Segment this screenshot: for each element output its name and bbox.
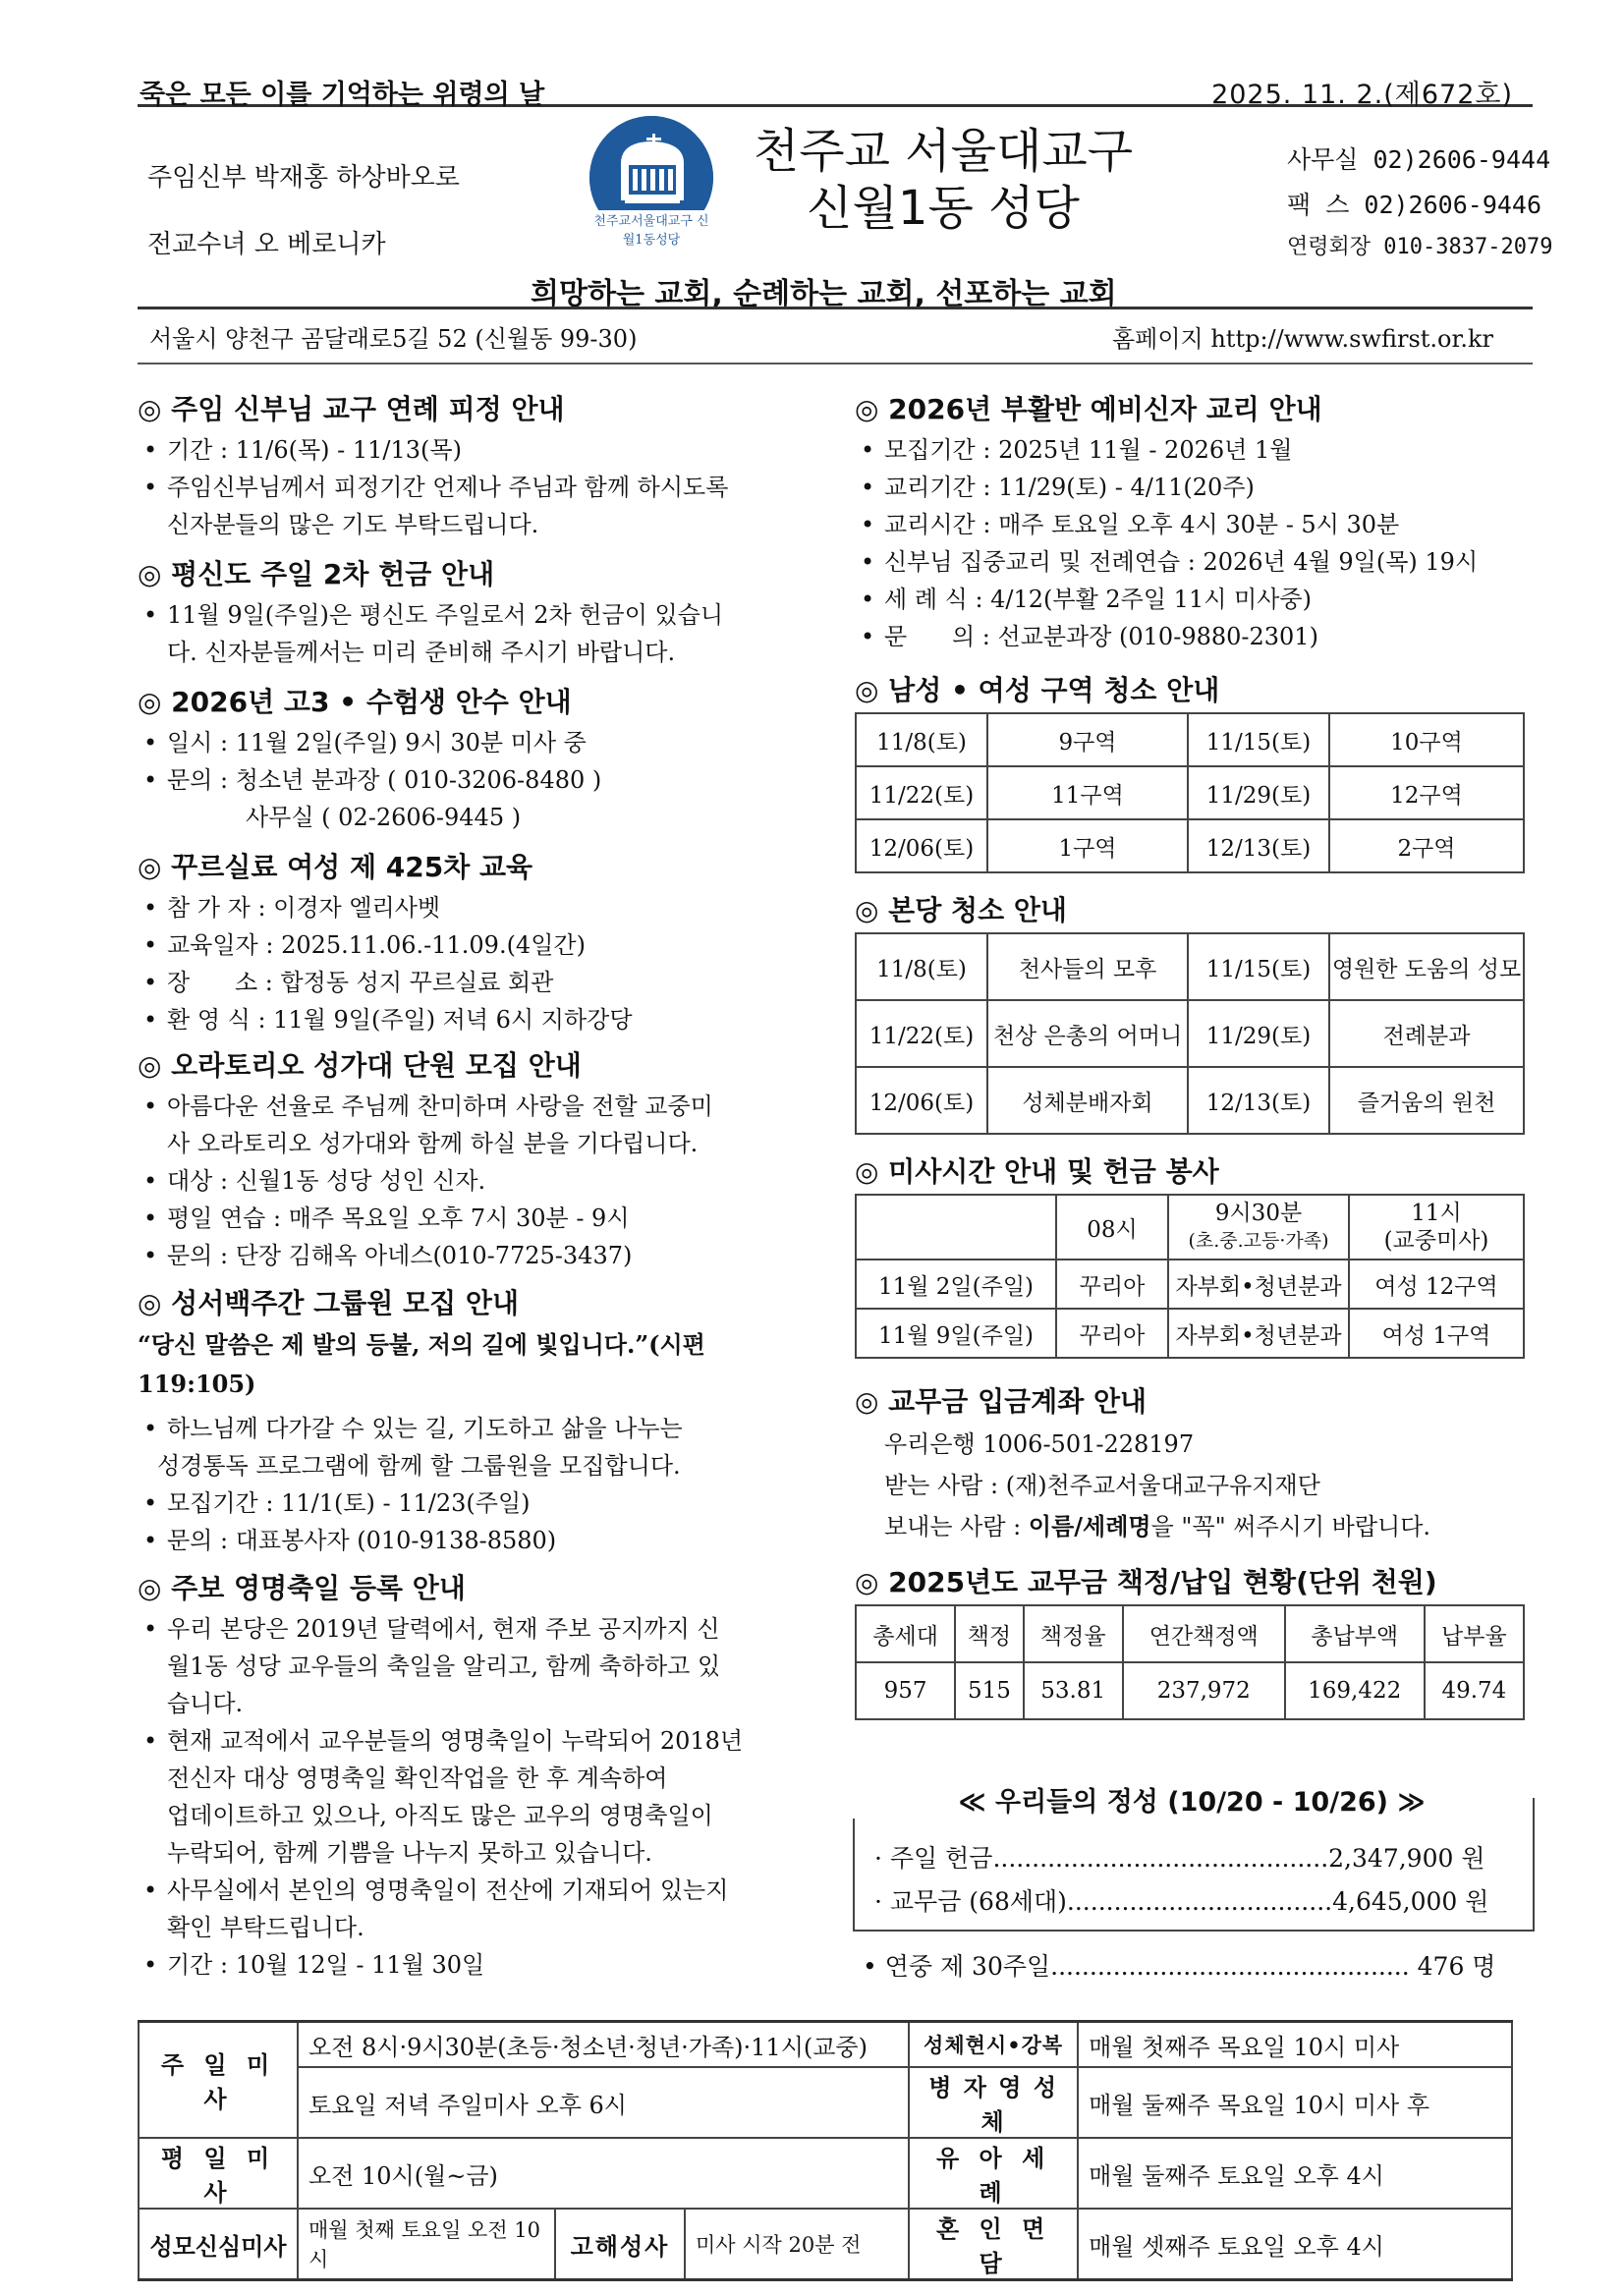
- adoration-time: 매월 첫째주 목요일 10시 미사: [1078, 2022, 1512, 2068]
- list-item: • 장 소 : 합정동 성지 꾸르실료 회관: [138, 964, 806, 1001]
- right-column: [855, 388, 1533, 1720]
- table-cell: 여성 12구역: [1349, 1260, 1524, 1309]
- table-cell: 11월 2일(주일): [856, 1260, 1056, 1309]
- mass-time-930-note: (초.중.고등·가족): [1188, 1230, 1329, 1252]
- list-item: 누락되어, 함께 기쁨을 나누지 못하고 있습니다.: [167, 1839, 652, 1867]
- table-cell: 12구역: [1329, 766, 1524, 819]
- homepage-link[interactable]: 홈페이지 http://www.swfirst.or.kr: [1111, 325, 1493, 353]
- list-item: • 기간 : 10월 12일 - 11월 30일: [138, 1946, 806, 1984]
- notice-feast-registration: [138, 1567, 806, 1984]
- table-cell: 11/15(토): [1188, 713, 1329, 766]
- table-row: [856, 1309, 1524, 1358]
- table-cell: [856, 1195, 1056, 1260]
- office-phone: 사무실 02)2606-9444: [1287, 145, 1551, 174]
- list-item: • 세 례 식 : 4/12(부활 2주일 11시 미사중): [855, 581, 1533, 618]
- list-item: • 모집기간 : 2025년 11월 - 2026년 1월: [855, 431, 1533, 469]
- weekday-mass-label: 평 일 미 사: [139, 2138, 298, 2209]
- notice-mass-times: [855, 1150, 1533, 1359]
- feast-title: 죽은 모든 이를 기억하는 위령의 날: [140, 80, 545, 110]
- list-item: 신자분들의 많은 기도 부탁드립니다.: [167, 511, 539, 538]
- notice-laity-collection: [138, 553, 806, 671]
- list-item: • 하느님께 다가갈 수 있는 길, 기도하고 삶을 나누는: [138, 1410, 806, 1447]
- sender-suffix: 을 "꼭" 써주시기 바랍니다.: [1150, 1513, 1431, 1540]
- section-title: ◎ 교무금 입금계좌 안내: [855, 1385, 1148, 1418]
- tithe-status-table: [855, 1604, 1525, 1720]
- offering-title: ≪ 우리들의 정성 (10/20 - 10/26) ≫: [853, 1780, 1531, 1819]
- table-cell: 515: [955, 1662, 1023, 1719]
- table-cell: 책정율: [1024, 1605, 1123, 1662]
- list-item: • 우리 본당은 2019년 달력에서, 현재 주보 공지까지 신: [138, 1610, 806, 1648]
- table-cell: 237,972: [1123, 1662, 1285, 1719]
- mass-time-930: 9시30분: [1214, 1201, 1303, 1226]
- table-cell: 꾸리아: [1056, 1260, 1168, 1309]
- table-cell: 11/8(토): [856, 713, 987, 766]
- table-cell: 11/8(토): [856, 933, 987, 1000]
- sunday-mass-2: 토요일 저녁 주일미사 오후 6시: [298, 2067, 909, 2138]
- attendance-total: • 연중 제 30주일.............................................. 476 명: [863, 1952, 1496, 1981]
- table-cell: 08시: [1056, 1195, 1168, 1260]
- section-title: ◎ 2026년 부활반 예비신자 교리 안내: [855, 393, 1322, 425]
- table-cell: 12/06(토): [856, 819, 987, 872]
- list-item: • 일시 : 11월 2일(주일) 9시 30분 미사 중: [138, 724, 806, 761]
- marriage-interview-time: 매월 셋째주 토요일 오후 4시: [1078, 2209, 1512, 2280]
- table-cell: 책정: [955, 1605, 1023, 1662]
- table-cell: 즐거움의 원천: [1329, 1067, 1524, 1134]
- list-item: 습니다.: [167, 1690, 244, 1717]
- list-item: 다. 신자분들께서는 미리 준비해 주시기 바랍니다.: [167, 639, 676, 666]
- church-name-line2: 신월1동 성당: [807, 181, 1080, 236]
- sender-prefix: 보내는 사람 :: [884, 1513, 1029, 1540]
- mass-offering-table: [855, 1194, 1525, 1359]
- address: 서울시 양천구 곰달래로5길 52 (신월동 99-30): [149, 325, 638, 353]
- offering-tithe: · 교무금 (68세대)..................................4,645,000 원: [874, 1887, 1489, 1916]
- section-title: ◎ 2026년 고3 • 수험생 안수 안내: [138, 686, 572, 718]
- table-cell: 11월 9일(주일): [856, 1309, 1056, 1358]
- section-title: ◎ 꾸르실료 여성 제 425차 교육: [138, 851, 533, 883]
- table-row: [856, 1067, 1524, 1134]
- offering-sunday: · 주일 헌금...........................................2,347,900 원: [874, 1844, 1485, 1873]
- district-cleaning-table: [855, 712, 1525, 873]
- table-cell: 천사들의 모후: [987, 933, 1188, 1000]
- list-item: • 11월 9일(주일)은 평신도 주일로서 2차 헌금이 있습니: [138, 596, 806, 634]
- logo-caption: 천주교서울대교구 신월1동성당: [589, 210, 713, 248]
- psalm-quote: “당신 말씀은 제 발의 등불, 저의 길에 빛입니다.”(시편 119:105): [138, 1330, 705, 1398]
- contacts: [1287, 138, 1552, 267]
- table-cell: 총납부액: [1285, 1605, 1425, 1662]
- list-item: • 신부님 집중교리 및 전례연습 : 2026년 4월 9일(목) 19시: [855, 543, 1533, 581]
- section-title: ◎ 주임 신부님 교구 연례 피정 안내: [138, 393, 565, 425]
- list-item: 확인 부탁드립니다.: [167, 1914, 364, 1941]
- table-cell: 169,422: [1285, 1662, 1425, 1719]
- list-item: • 사무실에서 본인의 영명축일이 전산에 기재되어 있는지: [138, 1872, 806, 1909]
- bank-account: 우리은행 1006-501-228197: [884, 1430, 1195, 1458]
- slogan: 희망하는 교회, 순례하는 교회, 선포하는 교회: [531, 277, 1117, 311]
- section-title: ◎ 본당 청소 안내: [855, 894, 1067, 926]
- church-name: [747, 123, 1140, 237]
- table-cell: 10구역: [1329, 713, 1524, 766]
- list-item: • 문의 : 대표봉사자 (010-9138-8580): [138, 1522, 806, 1559]
- list-item: • 문 의 : 선교분과장 (010-9880-2301): [855, 618, 1533, 655]
- table-cell: 49.74: [1425, 1662, 1524, 1719]
- list-item: • 주임신부님께서 피정기간 언제나 주님과 함께 하시도록: [138, 469, 806, 506]
- table-cell: 영원한 도움의 성모: [1329, 933, 1524, 1000]
- notice-tithe-status: [855, 1561, 1533, 1720]
- association-phone: 연령회장 010-3837-2079: [1287, 235, 1553, 259]
- notice-bible-group: [138, 1282, 806, 1559]
- sunday-mass-1: 오전 8시·9시30분(초등·청소년·청년·가족)·11시(교중): [298, 2022, 909, 2068]
- notice-church-cleaning: [855, 889, 1533, 1135]
- table-row: [139, 2209, 1512, 2280]
- receiver: 받는 사람 : (재)천주교서울대교구유지재단: [884, 1472, 1320, 1499]
- table-row: [856, 1000, 1524, 1067]
- adoration-label: 성체현시•강복: [909, 2022, 1078, 2068]
- mass-time-11: 11시: [1411, 1201, 1462, 1226]
- section-title: ◎ 평신도 주일 2차 헌금 안내: [138, 558, 495, 590]
- list-item: • 기간 : 11/6(목) - 11/13(목): [138, 431, 806, 469]
- list-item: • 아름다운 선율로 주님께 찬미하며 사랑을 전할 교중미: [138, 1088, 806, 1125]
- table-cell: 연간책정액: [1123, 1605, 1285, 1662]
- sick-communion-time: 매월 둘째주 목요일 10시 미사 후: [1078, 2067, 1512, 2138]
- section-title: ◎ 성서백주간 그룹원 모집 안내: [138, 1287, 520, 1319]
- schedule-table: [138, 2020, 1513, 2281]
- list-item: 사 오라토리오 성가대와 함께 하실 분을 기다립니다.: [167, 1130, 699, 1157]
- section-title: ◎ 오라토리오 성가대 단원 모집 안내: [138, 1049, 582, 1082]
- sunday-mass-label: 주 일 미 사: [139, 2022, 298, 2139]
- notice-retreat: [138, 388, 806, 543]
- table-cell: 11/22(토): [856, 766, 987, 819]
- list-item: • 문의 : 단장 김해옥 아네스(010-7725-3437): [138, 1237, 806, 1274]
- top-bar: [138, 69, 1533, 110]
- section-title: ◎ 미사시간 안내 및 헌금 봉사: [855, 1155, 1219, 1188]
- table-row: [856, 713, 1524, 766]
- table-cell: [1168, 1195, 1349, 1260]
- table-cell: 12/13(토): [1188, 1067, 1329, 1134]
- mass-schedule: [138, 2020, 1513, 2281]
- notice-tithe-account: [855, 1380, 1533, 1547]
- list-item: • 교리기간 : 11/29(토) - 4/11(20주): [855, 469, 1533, 506]
- list-item: 월1동 성당 교우들의 축일을 알리고, 함께 축하하고 있: [167, 1652, 721, 1680]
- table-cell: 11/29(토): [1188, 1000, 1329, 1067]
- table-row: [856, 1195, 1524, 1260]
- notice-catechumen: [855, 388, 1533, 655]
- list-item: • 환 영 식 : 11월 9일(주일) 저녁 6시 지하강당: [138, 1001, 806, 1038]
- confession-label: 고해성사: [555, 2209, 685, 2280]
- fax-number: 팩 스 02)2606-9446: [1287, 191, 1542, 219]
- table-cell: 성체분배자회: [987, 1067, 1188, 1134]
- table-cell: 53.81: [1024, 1662, 1123, 1719]
- table-cell: 12/13(토): [1188, 819, 1329, 872]
- table-cell: 9구역: [987, 713, 1188, 766]
- notice-choir: [138, 1044, 806, 1274]
- table-row: [139, 2022, 1512, 2068]
- pastor-name: 주임신부 박재홍 하상바오로: [147, 163, 460, 193]
- table-cell: [1349, 1195, 1524, 1260]
- marriage-interview-label: 혼 인 면 담: [909, 2209, 1078, 2280]
- table-row: [856, 819, 1524, 872]
- list-item: • 평일 연습 : 매주 목요일 오후 7시 30분 - 9시: [138, 1200, 806, 1237]
- table-cell: 2구역: [1329, 819, 1524, 872]
- table-cell: 11/29(토): [1188, 766, 1329, 819]
- table-row: [856, 766, 1524, 819]
- issue-date: 2025. 11. 2.(제672호): [1211, 80, 1513, 110]
- church-name-line1: 천주교 서울대교구: [753, 124, 1134, 179]
- list-item: • 교리시간 : 매주 토요일 오후 4시 30분 - 5시 30분: [855, 506, 1533, 543]
- table-row: [856, 1260, 1524, 1309]
- table-cell: 총세대: [856, 1605, 955, 1662]
- infant-baptism-label: 유 아 세 례: [909, 2138, 1078, 2209]
- table-cell: 11/15(토): [1188, 933, 1329, 1000]
- address-bar: [138, 307, 1533, 364]
- church-cleaning-table: [855, 932, 1525, 1135]
- list-item: • 대상 : 신월1동 성당 성인 신자.: [138, 1162, 806, 1200]
- sender-bold: 이름/세례명: [1028, 1512, 1151, 1540]
- sick-communion-label: 병 자 영 성 체: [909, 2067, 1078, 2138]
- list-item: • 참 가 자 : 이경자 엘리사벳: [138, 889, 806, 926]
- list-item: 업데이트하고 있으나, 아직도 많은 교우의 영명축일이: [167, 1802, 713, 1829]
- table-row: [856, 933, 1524, 1000]
- table-cell: 957: [856, 1662, 955, 1719]
- table-cell: 1구역: [987, 819, 1188, 872]
- notice-exam-blessing: [138, 681, 806, 836]
- sender-note: [855, 1506, 1533, 1547]
- section-title: ◎ 2025년도 교무금 책정/납입 현황(단위 천원): [855, 1566, 1437, 1598]
- infant-baptism-time: 매월 둘째주 토요일 오후 4시: [1078, 2138, 1512, 2209]
- table-cell: 납부율: [1425, 1605, 1524, 1662]
- notice-district-cleaning: [855, 669, 1533, 873]
- confession-time: 미사 시작 20분 전: [685, 2209, 909, 2280]
- table-cell: 12/06(토): [856, 1067, 987, 1134]
- table-row: [856, 1662, 1524, 1719]
- left-column: [138, 388, 806, 1984]
- table-cell: 11/22(토): [856, 1000, 987, 1067]
- section-title: ◎ 주보 영명축일 등록 안내: [138, 1572, 466, 1604]
- mass-time-11-note: (교중미사): [1383, 1228, 1489, 1254]
- marian-mass: 매월 첫째 토요일 오전 10시: [298, 2209, 555, 2280]
- list-item: • 문의 : 청소년 분과장 ( 010-3206-8480 ): [138, 761, 806, 799]
- section-title: ◎ 남성 • 여성 구역 청소 안내: [855, 674, 1220, 706]
- list-item: 사무실 ( 02-2606-9445 ): [246, 804, 522, 831]
- table-cell: 꾸리아: [1056, 1309, 1168, 1358]
- table-cell: 11구역: [987, 766, 1188, 819]
- table-cell: 여성 1구역: [1349, 1309, 1524, 1358]
- list-item: • 모집기간 : 11/1(토) - 11/23(주일): [138, 1484, 806, 1522]
- table-row: [856, 1605, 1524, 1662]
- sister-name: 전교수녀 오 베로니카: [147, 230, 386, 259]
- notice-cursillo: [138, 846, 806, 1038]
- table-cell: 자부회•청년분과: [1168, 1260, 1349, 1309]
- table-row: [139, 2067, 1512, 2138]
- table-cell: 자부회•청년분과: [1168, 1309, 1349, 1358]
- table-cell: 전례분과: [1329, 1000, 1524, 1067]
- list-item: 성경통독 프로그램에 함께 할 그룹원을 모집합니다.: [157, 1452, 681, 1480]
- list-item: • 교육일자 : 2025.11.06.-11.09.(4일간): [138, 926, 806, 964]
- weekday-mass: 오전 10시(월~금): [298, 2138, 909, 2209]
- list-item: 전신자 대상 영명축일 확인작업을 한 후 계속하여: [167, 1764, 668, 1792]
- table-cell: 천상 은총의 어머니: [987, 1000, 1188, 1067]
- table-row: [139, 2138, 1512, 2209]
- marian-mass-label: 성모신심미사: [139, 2209, 298, 2280]
- list-item: • 현재 교적에서 교우분들의 영명축일이 누락되어 2018년: [138, 1722, 806, 1760]
